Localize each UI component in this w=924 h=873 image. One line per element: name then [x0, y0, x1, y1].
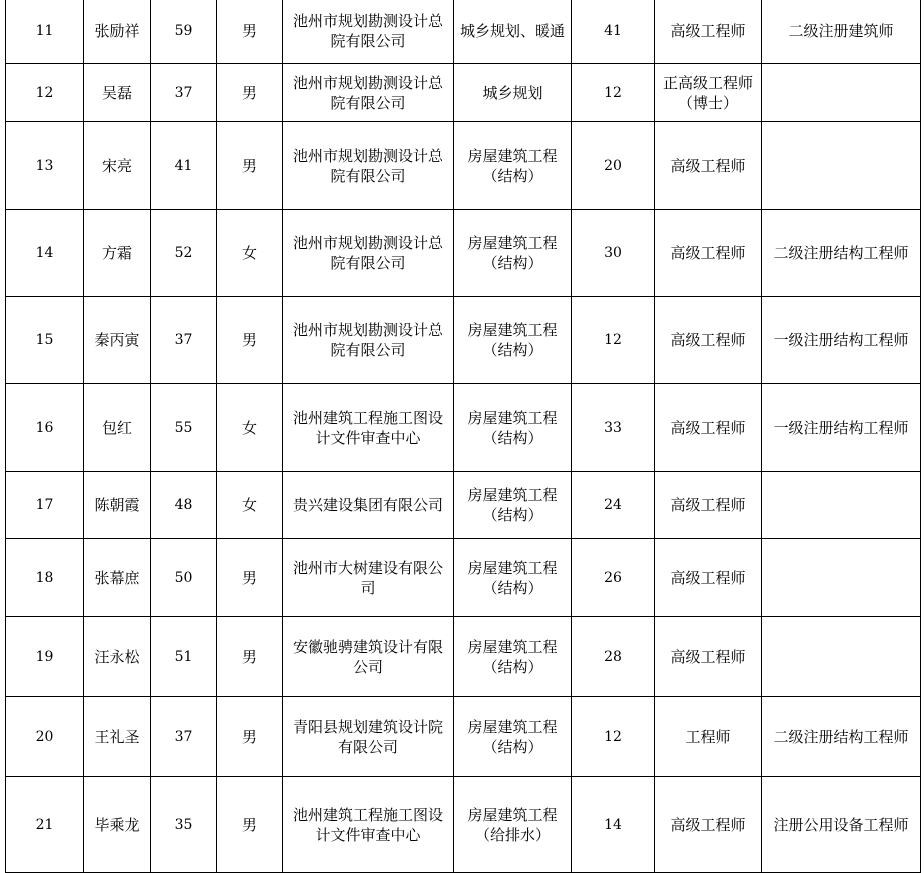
cell-years: 12	[572, 697, 655, 777]
cell-specialty: 房屋建筑工程（给排水）	[454, 777, 572, 873]
cell-gender: 男	[217, 64, 283, 122]
cell-specialty: 房屋建筑工程（结构）	[454, 384, 572, 472]
cell-age: 50	[151, 539, 217, 617]
cell-qualification: 一级注册结构工程师	[762, 297, 921, 384]
cell-specialty: 房屋建筑工程（结构）	[454, 297, 572, 384]
cell-title: 高级工程师	[655, 617, 762, 697]
cell-years: 14	[572, 777, 655, 873]
cell-company: 池州市规划勘测设计总院有限公司	[283, 297, 454, 384]
cell-no: 14	[6, 210, 84, 297]
cell-name: 汪永松	[84, 617, 151, 697]
cell-title: 高级工程师	[655, 539, 762, 617]
cell-name: 王礼圣	[84, 697, 151, 777]
cell-no: 15	[6, 297, 84, 384]
cell-no: 21	[6, 777, 84, 873]
cell-qualification: 注册公用设备工程师	[762, 777, 921, 873]
cell-specialty: 房屋建筑工程（结构）	[454, 617, 572, 697]
cell-age: 52	[151, 210, 217, 297]
cell-gender: 女	[217, 472, 283, 539]
cell-company: 池州市规划勘测设计总院有限公司	[283, 64, 454, 122]
cell-specialty: 房屋建筑工程（结构）	[454, 122, 572, 210]
cell-qualification: 二级注册建筑师	[762, 0, 921, 64]
cell-age: 59	[151, 0, 217, 64]
cell-age: 48	[151, 472, 217, 539]
cell-no: 11	[6, 0, 84, 64]
cell-gender: 男	[217, 122, 283, 210]
cell-title: 高级工程师	[655, 122, 762, 210]
cell-name: 方霜	[84, 210, 151, 297]
cell-qualification	[762, 472, 921, 539]
table-row	[6, 122, 921, 210]
cell-name: 张励祥	[84, 0, 151, 64]
cell-title: 工程师	[655, 697, 762, 777]
cell-company: 池州市规划勘测设计总院有限公司	[283, 122, 454, 210]
cell-qualification	[762, 617, 921, 697]
cell-title: 高级工程师	[655, 472, 762, 539]
cell-name: 张幕庶	[84, 539, 151, 617]
cell-specialty: 城乡规划、暖通	[454, 0, 572, 64]
cell-gender: 女	[217, 210, 283, 297]
cell-title: 高级工程师	[655, 210, 762, 297]
cell-name: 陈朝霞	[84, 472, 151, 539]
cell-no: 12	[6, 64, 84, 122]
cell-title: 高级工程师	[655, 384, 762, 472]
cell-title: 高级工程师	[655, 0, 762, 64]
cell-specialty: 房屋建筑工程（结构）	[454, 697, 572, 777]
roster-body	[6, 0, 921, 873]
table-row	[6, 210, 921, 297]
cell-years: 41	[572, 0, 655, 64]
cell-years: 33	[572, 384, 655, 472]
cell-gender: 男	[217, 617, 283, 697]
cell-no: 19	[6, 617, 84, 697]
cell-years: 24	[572, 472, 655, 539]
cell-company: 安徽驰骋建筑设计有限公司	[283, 617, 454, 697]
cell-company: 池州建筑工程施工图设计文件审查中心	[283, 777, 454, 873]
cell-name: 宋亮	[84, 122, 151, 210]
cell-qualification	[762, 122, 921, 210]
cell-years: 28	[572, 617, 655, 697]
cell-company: 贵兴建设集团有限公司	[283, 472, 454, 539]
cell-gender: 女	[217, 384, 283, 472]
table-row	[6, 64, 921, 122]
cell-years: 12	[572, 64, 655, 122]
cell-gender: 男	[217, 697, 283, 777]
cell-years: 20	[572, 122, 655, 210]
cell-qualification	[762, 539, 921, 617]
cell-gender: 男	[217, 777, 283, 873]
cell-age: 37	[151, 297, 217, 384]
cell-qualification: 二级注册结构工程师	[762, 210, 921, 297]
cell-title: 正高级工程师（博士）	[655, 64, 762, 122]
cell-years: 26	[572, 539, 655, 617]
cell-company: 池州市规划勘测设计总院有限公司	[283, 210, 454, 297]
cell-gender: 男	[217, 539, 283, 617]
expert-roster-table	[5, 0, 921, 873]
cell-no: 18	[6, 539, 84, 617]
cell-years: 12	[572, 297, 655, 384]
cell-specialty: 城乡规划	[454, 64, 572, 122]
cell-company: 池州市大树建设有限公司	[283, 539, 454, 617]
cell-company: 青阳县规划建筑设计院有限公司	[283, 697, 454, 777]
table-row	[6, 777, 921, 873]
cell-specialty: 房屋建筑工程（结构）	[454, 210, 572, 297]
cell-company: 池州市规划勘测设计总院有限公司	[283, 0, 454, 64]
cell-age: 37	[151, 697, 217, 777]
cell-age: 51	[151, 617, 217, 697]
cell-gender: 男	[217, 297, 283, 384]
table-row	[6, 617, 921, 697]
cell-qualification: 一级注册结构工程师	[762, 384, 921, 472]
cell-no: 13	[6, 122, 84, 210]
table-row	[6, 384, 921, 472]
cell-qualification: 二级注册结构工程师	[762, 697, 921, 777]
table-row	[6, 297, 921, 384]
cell-no: 17	[6, 472, 84, 539]
table-row	[6, 472, 921, 539]
table-row	[6, 539, 921, 617]
cell-title: 高级工程师	[655, 777, 762, 873]
table-row	[6, 697, 921, 777]
cell-age: 37	[151, 64, 217, 122]
cell-no: 20	[6, 697, 84, 777]
cell-title: 高级工程师	[655, 297, 762, 384]
cell-name: 毕乘龙	[84, 777, 151, 873]
cell-age: 41	[151, 122, 217, 210]
cell-specialty: 房屋建筑工程（结构）	[454, 539, 572, 617]
cell-specialty: 房屋建筑工程（结构）	[454, 472, 572, 539]
cell-name: 包红	[84, 384, 151, 472]
cell-name: 吴磊	[84, 64, 151, 122]
cell-gender: 男	[217, 0, 283, 64]
cell-name: 秦丙寅	[84, 297, 151, 384]
cell-age: 55	[151, 384, 217, 472]
cell-years: 30	[572, 210, 655, 297]
cell-no: 16	[6, 384, 84, 472]
cell-company: 池州建筑工程施工图设计文件审查中心	[283, 384, 454, 472]
table-row	[6, 0, 921, 64]
cell-age: 35	[151, 777, 217, 873]
cell-qualification	[762, 64, 921, 122]
